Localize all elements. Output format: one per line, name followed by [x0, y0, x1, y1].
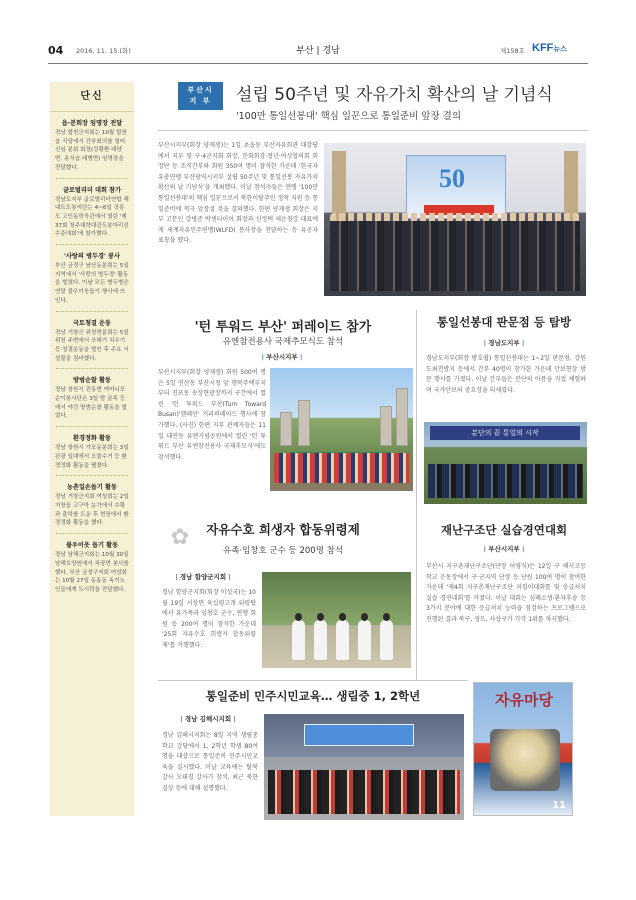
magazine-cover — [473, 682, 573, 816]
byline-tag: | 부산시지부 | — [483, 545, 525, 553]
article-headline: 통일선봉대 판문점 등 탐방 — [436, 315, 572, 329]
issue-number: 제158호 — [500, 47, 525, 55]
article-body: 부산시지부(회장 양재생) 회원 500여 명은 5일 연산동 부산시청 앞 행복주택부지부터 진포동 송상현광장까지 구간에서 열린 '턴 투워드 부산(Turn Toward Busan)'캠페인' 거리퍼레이드 행사에 참가했다. (사진) 한편 지부 관계자들은 11일 대연동 유엔기념공원에서 열린 '턴 투워드 부산 유엔참전용사 국제추모식'에도 참석했다. — [158, 369, 266, 461]
brief-body: 경남 창원시 진동면 여어니포순이봉사단은 3일 밤 골목 등에서 야간 방범순찰 활동을 벌였다. — [55, 387, 127, 420]
sidebar-title: 단신 — [50, 82, 134, 112]
article-headline: 설립 50주년 및 자유가치 확산의 날 기념식 — [236, 85, 553, 105]
byline-tag: | 경남도지부 | — [483, 339, 525, 347]
brief-body: 부산 금정구 남산동분회는 5일 지역에서 '사랑의 병두경' 활동을 벌였다. 이날 모든 병두병은 연말 불우이웃돕기 행사에 쓰인다. — [55, 263, 129, 304]
article-body: 경남도지부(회장 방호쵭) 통일선봉대는 1~2일 판문점, 강원도최전방지 등에서 간부 40명이 참가한 가운데 안보현장 방문 행사를 가졌다. 이날 간부들은 분단의 아픔을 직접 체험하며 국가안보의 중요성을 되새겼다. — [426, 355, 586, 394]
article-body: 부산시지부(회장 양재생)는 1일 초읍동 부산자유회관 대강당에서 지부 및 구·4군지회 회장, 분회회장·청년·여성협의회 회장단 등 조직간부와 회원 350여 명이 참석한 가운데 '한국자유총연맹 부산광역시지부 설립 50주년 및 통일선봉 자유가치 확산의 날 기념식'을 개최했다. 이날 참석자들은 연맹 '100만 통일선봉대'의 핵심 일꾼으로서 북한이탈주민 정착 지원 등 통일준비에 적극 앞장설 것을 결의했다. 한편 양재생 회장은 지부 고문인 강병준 박센터이어 회장과 신정택 세운철강 대표에게 세계자유민주연맹(WLFD) 봉사장을 전달하는 등 유공자 표창을 했다. — [158, 142, 318, 245]
brief-body: 경남 남해군지회는 10월 30일 남해요양원에서 차장면 봉사를 했다. 부산 금정구지회 여성회는 10월 27일 동동동 독거노인들에게 도시락을 전달했다. — [55, 552, 129, 593]
ceremony-photo — [324, 143, 586, 296]
brief-item — [50, 534, 134, 595]
brief-headline: 불우이웃 돕기 활동 — [65, 542, 119, 550]
brief-headline: 글로벌리더 대회 참가 — [62, 186, 122, 194]
brief-item — [50, 476, 134, 528]
article-subheadline: 유엔참전용사 국제추모식도 참석 — [222, 337, 344, 347]
brief-headline: '사랑의 병두경' 봉사 — [64, 253, 120, 261]
brief-item — [50, 427, 134, 470]
brief-item — [50, 112, 134, 173]
divider — [158, 680, 468, 681]
article-subheadline: 유족·임창호 군수 등 200명 참석 — [222, 546, 344, 556]
brief-item — [50, 245, 134, 306]
article-headline: 자유수호 희생자 합동위령제 — [206, 522, 360, 537]
section-title: 부산 | 경남 — [296, 46, 340, 56]
chrysanthemum-icon: ✿ — [170, 525, 190, 550]
divider — [158, 130, 588, 131]
memorial-photo — [262, 572, 411, 668]
brief-body: 경남도지부 글로벌리더연합 해내트도봉지단는 4~6일 강릉도 고인동학곡관에서 열린 '제37회 청주대학대관도봉아리선수준대회'에 참가했다. — [55, 196, 129, 238]
cover-page-number: 11 — [552, 800, 566, 811]
region-badge: 부산시 지 부 — [178, 82, 223, 110]
article-subheadline: '100만 통일선봉대' 핵심 일꾼으로 통일준비 앞장 결의 — [236, 111, 462, 122]
brief-item — [50, 179, 134, 240]
brief-headline: 방범순찰 활동 — [72, 377, 112, 385]
header-rule — [48, 63, 588, 64]
brief-headline: 농촌일손돕기 활동 — [67, 484, 117, 492]
column-divider — [416, 310, 417, 680]
article-body: 경남 함양군지회(회장 이성국)는 10월 19일 서상면 육십령고개 위령탑에서 유가족과 임창호 군수, 연맹 회원 등 200여 명이 참석한 가운데 '25회 자유수호 희생자 합동위령제'를 거행했다. — [162, 589, 256, 649]
page-number: 04 — [48, 44, 64, 57]
byline-tag: | 부산시지부 | — [261, 353, 303, 361]
briefs-sidebar — [50, 82, 134, 816]
magazine-masthead: 자유마당 — [495, 691, 553, 709]
brief-headline: 환경정화 활동 — [72, 435, 112, 443]
classroom-photo — [264, 714, 464, 820]
anniversary-banner: 50 — [406, 155, 506, 219]
dmz-sign: 분단의 끝 통일의 시작 — [430, 426, 580, 440]
byline-tag: | 경남 김해시지회 | — [180, 715, 236, 723]
article-headline: 재난구조단 실습경연대회 — [440, 523, 568, 537]
brief-body: 경남 거창군 위천면분회는 5일 위천 주변에서 쓰레기 치우기 등 청결운동을 벌인 후 주요 시설물을 점비했다. — [55, 329, 129, 362]
brief-headline: 국토청결 운동 — [72, 319, 112, 327]
dmz-visit-photo — [424, 422, 587, 504]
brief-body: 경남 창원시 가포동분회는 3일 관광 일대에서 오물수거 등 환경정화 활동을 펼쳤다. — [55, 445, 129, 469]
brief-item — [50, 369, 134, 421]
article-body: 경남 김해시지회는 8일 지역 생림중학교 강당에서 1, 2학년 학생 80여 명을 대상으로 통일준비 민주시민교육을 실시했다. 이날 교육에는 탈북 강사 오태경 강사가 참석, 최근 북한 실상 등에 대해 설명했다. — [162, 732, 258, 792]
kff-logo: KFF뉴스 — [532, 42, 567, 54]
brief-headline: 읍·분회장 임명장 전달 — [61, 120, 123, 127]
page-header — [0, 40, 636, 64]
issue-date: 2016. 11. 15.(화) — [76, 47, 131, 55]
parade-photo — [270, 368, 413, 491]
article-headline: 통일준비 민주시민교육… 생림중 1, 2학년 — [205, 689, 421, 703]
brief-body: 경남 합천군지회는 10월 합천읍 식당에서 간부회의를 열어 신임 분회 회장(강황환·대양면, 송식습·대병면) 임명장을 전달했다. — [55, 130, 127, 171]
article-headline: '턴 투워드 부산' 퍼레이드 참가 — [194, 320, 372, 335]
byline-tag: | 경남 함양군지회 | — [175, 573, 231, 581]
brief-body: 경남 거창군지회 여성회는 2일 거창읍 고구마 농가에서 수확과 출하를 도운 후 현장에서 환경정화 활동을 했다. — [55, 494, 129, 527]
brief-item — [50, 312, 134, 364]
article-body: 부산시 지구촌재난구조단(단장 허영식)은 12일 구 해사고등학교 운동장에서 구·군지역 단장 등 단원 100여 명이 참여한 가운데 '제4회 지구촌재난구조단 지킴이대회를 및 응급처치 실습 경연대회'를 가졌다. 이날 대회는 심폐소생·환자후송 등 3가지 분야에 대한 응급처치 능력을 점검하는 프로그램으로 진행된 결과 북구, 영도, 사상구가 각각 1위를 차지했다. — [426, 563, 586, 623]
